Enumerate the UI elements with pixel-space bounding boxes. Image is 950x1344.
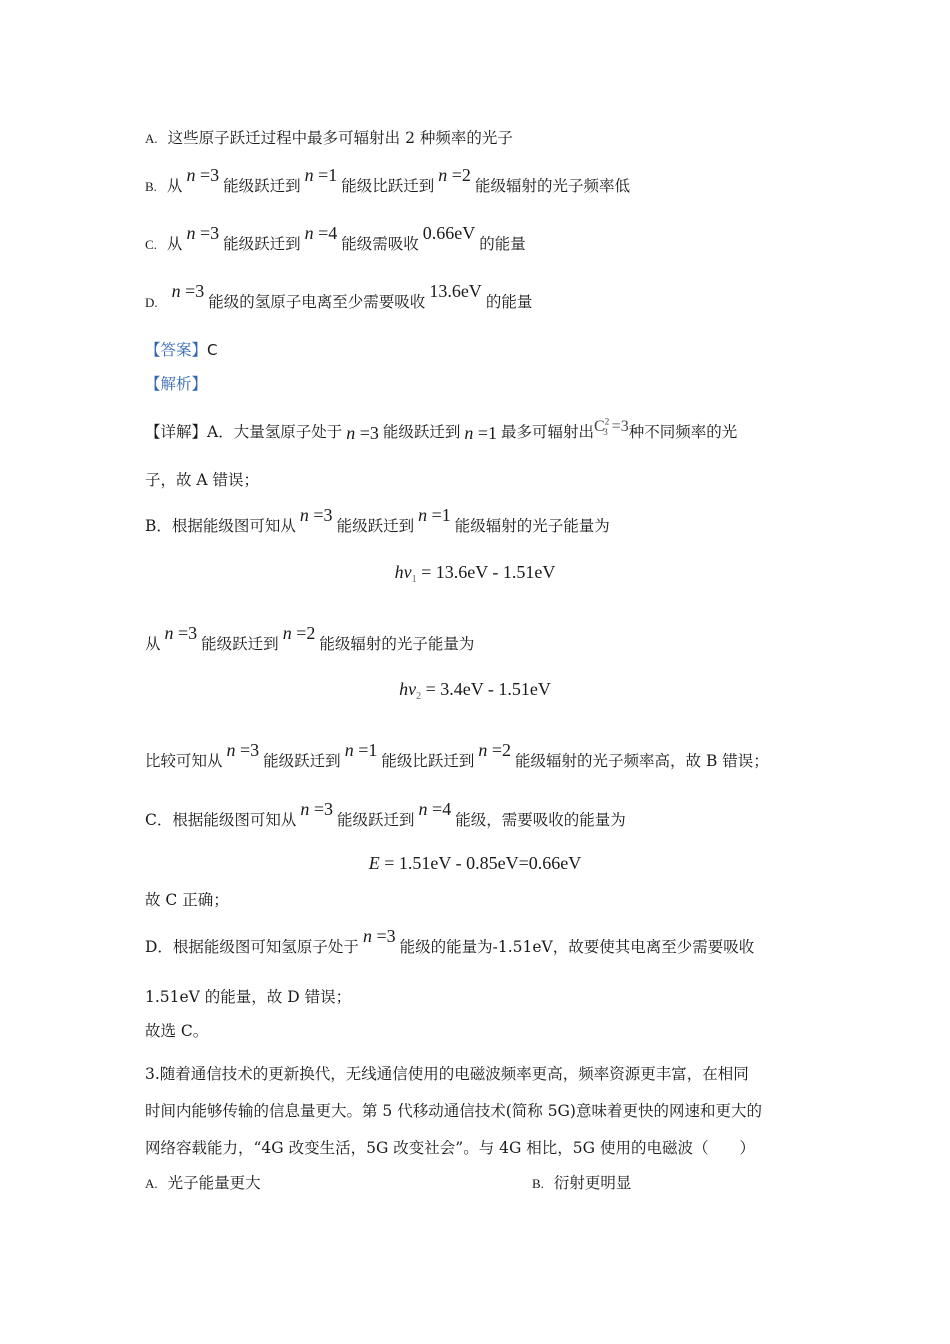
detail-text: 最多可辐射出 [501,423,595,441]
option-a [145,126,513,148]
detail-d-line2: 1.51eV 的能量，故 D 错误； [145,988,352,1006]
option-text: 能级跃迁到 [223,235,301,253]
math-expression: n =1 [464,423,498,443]
option-c [145,223,526,254]
option-letter: A. [145,1176,158,1191]
option-text: 这些原子跃迁过程中最多可辐射出 2 种频率的光子 [167,129,513,147]
detail-text: D．根据能级图可知氢原子处于 [145,938,359,956]
option-text: 的能量 [485,293,533,311]
math-expression: n =3 [346,423,379,443]
option-letter: C. [145,237,157,252]
option-b [145,165,630,196]
math-expression: n =3 [186,223,220,243]
detail-text: 能级比跃迁到 [381,752,475,770]
detail-text: 能级辐射的光子能量为 [454,517,610,535]
option-text: 光子能量更大 [167,1174,261,1192]
math-expression: n =2 [438,165,471,185]
detail-text: 能级辐射的光子能量为 [319,635,475,653]
q3-line2: 时间内能够传输的信息量更大。第 5 代移动通信技术(简称 5G)意味着更快的网速和更大的 [145,1102,762,1120]
detail-c-line1 [145,799,626,830]
answer-label: 【答案】 [145,341,208,359]
detail-text: 能级跃迁到 [382,423,461,441]
detail-text: 能级跃迁到 [337,811,415,829]
equation-2: $h\nu_2 = 3.4eV - 1.51eV$ [399,679,551,702]
q3-line1: 3.随着通信技术的更新换代，无线通信使用的电磁波频率更高，频率资源更丰富，在相同 [145,1065,749,1083]
q3-option-a [145,1171,261,1193]
math-expression: 13.6eV [429,281,482,301]
q3-line3: 网络容载能力，“4G 改变生活，5G 改变社会”。与 4G 相比，5G 使用的电磁波（ ） [145,1139,755,1157]
math-expression: n =3 [299,505,333,525]
detail-text: 种不同频率的光 [628,423,738,441]
math-expression: n =4 [418,799,452,819]
option-letter: A. [145,131,158,146]
option-d [145,281,533,312]
answer-value: C [207,341,218,359]
math-expression: n =1 [418,505,451,525]
math-expression: n =2 [478,740,512,760]
detail-text: C．根据能级图可知从 [145,811,297,829]
equation-1: $h\nu_1 = 13.6eV - 1.51eV$ [394,562,556,585]
math-expression: n =3 [362,926,396,946]
math-expression: 0.66eV [422,223,476,243]
option-text: 从 [166,177,183,195]
answer-line [145,338,218,360]
math-expression: n =1 [344,740,378,760]
option-text: 衍射更明显 [553,1174,632,1192]
option-letter: B. [145,179,157,194]
detail-text: 能级的能量为-1.51eV，故要使其电离至少需要吸收 [399,938,755,956]
detail-a-line1 [145,416,738,443]
detail-text: 能级跃迁到 [263,752,341,770]
math-expression: n =3 [171,281,205,301]
q3-option-b [532,1171,631,1193]
option-text: 能级需吸收 [341,235,419,253]
math-expression: n =1 [304,165,338,185]
detail-text: 从 [145,635,161,653]
detail-a-line2: 子，故 A 错误； [145,471,260,489]
detail-text: 能级辐射的光子频率高，故 B 错误； [515,752,769,770]
option-text: 能级辐射的光子频率低 [474,177,630,195]
detail-d-line1 [145,926,755,957]
option-letter: B. [532,1176,544,1191]
option-text: 能级比跃迁到 [341,177,435,195]
detail-text: 比较可知从 [145,752,223,770]
detail-text: 能级，需要吸收的能量为 [455,811,626,829]
math-expression: n =3 [186,165,220,185]
equation-3: E = 1.51eV - 0.85eV=0.66eV [368,853,582,873]
math-expression: n =2 [282,623,316,643]
detail-b-line2 [145,623,475,654]
math-expression: n =4 [304,223,338,243]
detail-text: 能级跃迁到 [336,517,415,535]
option-letter: D. [145,295,158,310]
detail-c-line2: 故 C 正确； [145,891,229,909]
detail-text: 【详解】A．大量氢原子处于 [145,423,343,441]
math-expression: n =3 [226,740,260,760]
math-expression: n =3 [164,623,198,643]
option-text: 的能量 [479,235,526,253]
option-text: 能级跃迁到 [223,177,301,195]
detail-b-line1 [145,505,610,536]
combination-expression: $C^2_3 =3$ [594,416,629,438]
detail-text: B．根据能级图可知从 [145,517,296,535]
analysis-label: 【解析】 [145,375,208,393]
detail-text: 能级跃迁到 [201,635,279,653]
conclusion: 故选 C。 [145,1022,209,1040]
detail-b-line3 [145,740,769,771]
option-text: 从 [166,235,183,253]
option-text: 能级的氢原子电离至少需要吸收 [208,293,426,311]
math-expression: n =3 [300,799,334,819]
